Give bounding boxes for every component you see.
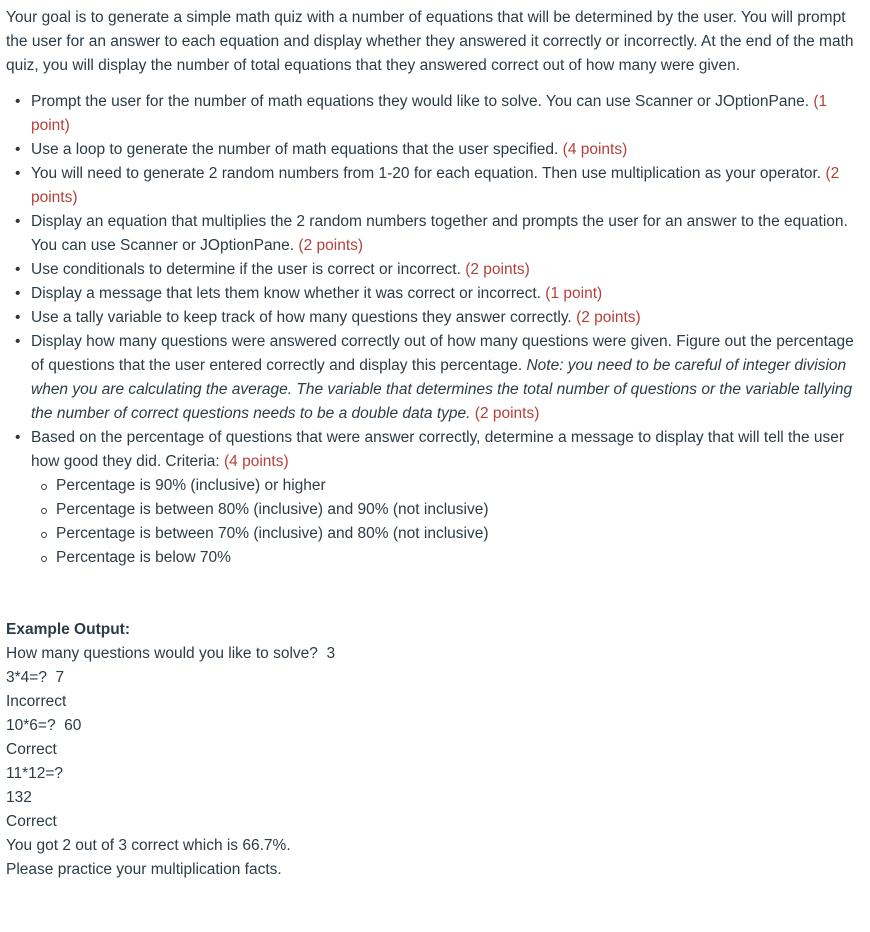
points-label: (2 points) — [31, 165, 840, 206]
example-line: Correct — [6, 741, 57, 758]
requirement-item: • Display an equation that multiplies the 2 random numbers together and prompts the user for an answer to the equation. You can use Scanner or JOptionPane. (2 points) — [31, 210, 856, 258]
requirement-item: • You will need to generate 2 random numbers from 1-20 for each equation. Then use multiplication as your operator. (2 points) — [31, 162, 856, 210]
points-label: (4 points) — [224, 453, 289, 470]
criteria-item: Percentage is 90% (inclusive) or higher — [56, 474, 856, 498]
requirement-item: • Based on the percentage of questions that were answer correctly, determine a message to display that will tell the user how good they did. Criteria: (4 points) Percentage is 90% (inclusive) or higher Percentage is between 80% (inclusive) and 90% (not inclusive) Percentage is between 70% (inclusive) and 80% (not inclusive) Percentage is below 70% — [31, 426, 856, 570]
requirement-item: • Use a tally variable to keep track of how many questions they answer correctly. (2 points) — [31, 306, 856, 330]
example-line: Please practice your multiplication facts. — [6, 861, 282, 878]
example-line: 11*12=? — [6, 765, 64, 782]
intro-paragraph: Your goal is to generate a simple math quiz with a number of equations that will be determined by the user. You will prompt the user for an answer to each equation and display whether they answered it correctly or incorrectly. At the end of the math quiz, you will display the number of total equations that they answered correct out of how many were given. — [6, 9, 854, 74]
points-label: (2 points) — [298, 237, 364, 254]
example-line: Incorrect — [6, 693, 67, 710]
example-line: Correct — [6, 813, 57, 830]
requirement-item: • Display how many questions were answered correctly out of how many questions were given. Figure out the percentage of questions that the user entered correctly and display this percentage. Note: you need to be careful of integer division when you are calculating the average. The variable that determines the total number of questions or the variable tallying the number of correct questions needs to be a double data type. (2 points) — [31, 330, 856, 426]
example-line: How many questions would you like to solve? 3 — [6, 645, 336, 662]
points-label: (1 point) — [31, 93, 828, 134]
criteria-item: Percentage is below 70% — [56, 546, 856, 570]
example-line: 10*6=? 60 — [6, 717, 82, 734]
criteria-item: Percentage is between 80% (inclusive) and 90% (not inclusive) — [56, 498, 856, 522]
example-heading: Example Output: — [6, 621, 131, 638]
integer-division-note: Note: you need to be careful of integer division when you are calculating the average. The variable that determines the total number of questions or the variable tallying the number of correct questions needs to be a double data type. — [31, 357, 853, 422]
criteria-item: Percentage is between 70% (inclusive) and 80% (not inclusive) — [56, 522, 856, 546]
points-label: (2 points) — [576, 309, 641, 326]
points-label: (4 points) — [562, 141, 628, 158]
example-line: 132 — [6, 789, 32, 806]
example-line: 3*4=? 7 — [6, 669, 65, 686]
assignment-content — [6, 6, 856, 882]
requirements-list — [6, 90, 856, 570]
example-line: You got 2 out of 3 correct which is 66.7%. — [6, 837, 291, 854]
requirement-item: • Prompt the user for the number of math equations they would like to solve. You can use Scanner or JOptionPane. (1 point) — [31, 90, 856, 138]
requirement-item: • Use conditionals to determine if the user is correct or incorrect. (2 points) — [31, 258, 856, 282]
points-label: (1 point) — [545, 285, 603, 302]
points-label: (2 points) — [465, 261, 530, 278]
example-output — [6, 618, 856, 882]
requirement-item: • Use a loop to generate the number of math equations that the user specified. (4 points) — [31, 138, 856, 162]
requirement-item: • Display a message that lets them know whether it was correct or incorrect. (1 point) — [31, 282, 856, 306]
points-label: (2 points) — [474, 405, 540, 422]
criteria-list — [31, 474, 856, 570]
